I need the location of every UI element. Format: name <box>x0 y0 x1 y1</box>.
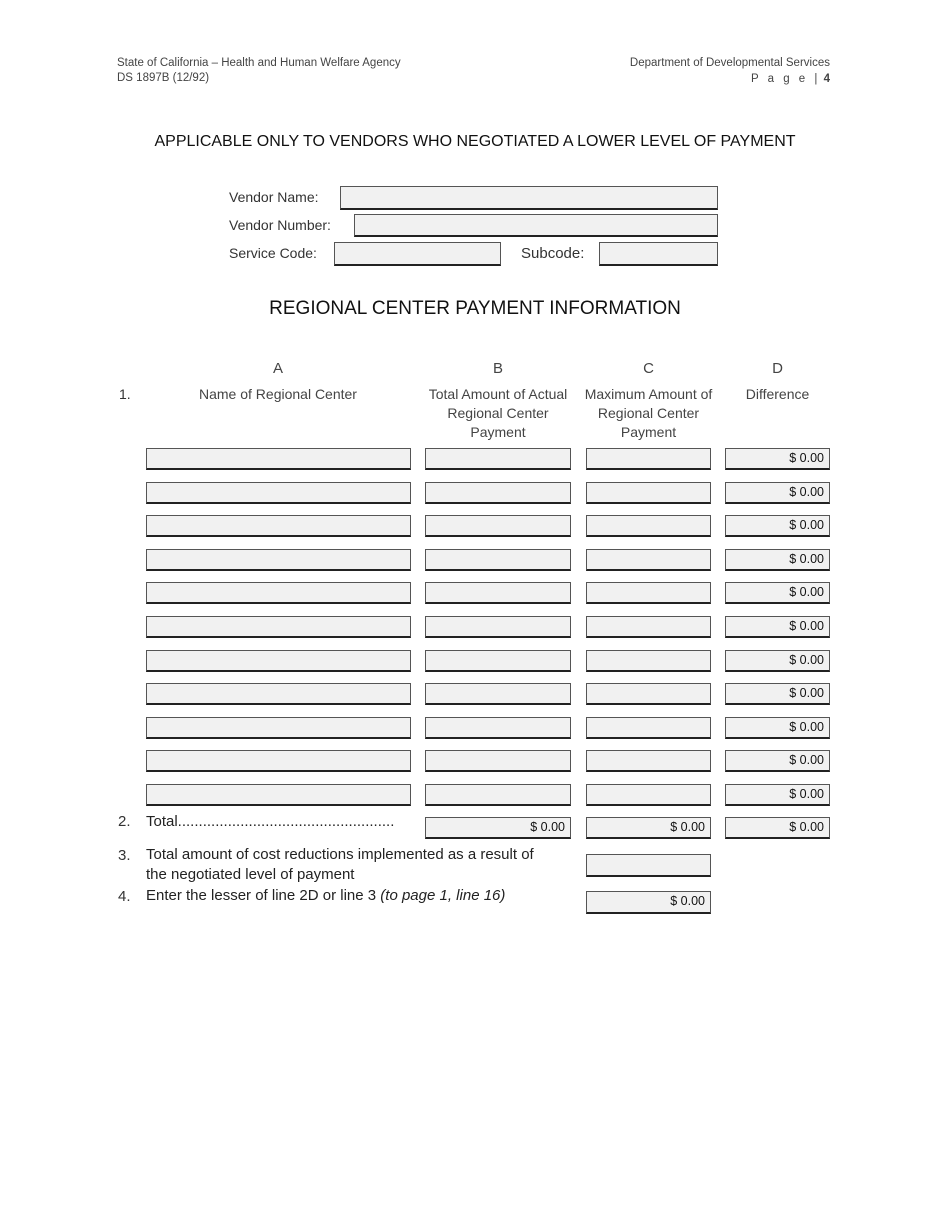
vendor-name-field[interactable] <box>340 186 718 210</box>
page-label: P a g e | <box>750 73 821 85</box>
maximum-payment-field[interactable] <box>586 650 711 672</box>
regional-center-name-field[interactable] <box>146 717 411 739</box>
difference-field: $ 0.00 <box>725 582 830 604</box>
maximum-payment-field[interactable] <box>586 482 711 504</box>
column-heading-c: Maximum Amount of Regional Center Payment <box>584 386 713 440</box>
maximum-payment-field[interactable] <box>586 750 711 772</box>
column-heading-a: Name of Regional Center <box>199 386 357 402</box>
line-4-label-text: Enter the lesser of line 2D or line 3 <box>146 887 381 904</box>
actual-payment-field[interactable] <box>425 482 571 504</box>
difference-field: $ 0.00 <box>725 515 830 537</box>
maximum-payment-field[interactable] <box>586 717 711 739</box>
vendor-section-title: APPLICABLE ONLY TO VENDORS WHO NEGOTIATED A LOWER LEVEL OF PAYMENT <box>154 133 796 150</box>
subcode-field[interactable] <box>599 242 718 266</box>
regional-center-name-field[interactable] <box>146 650 411 672</box>
line-2-label: Total.................................................... <box>146 813 395 830</box>
total-difference-field: $ 0.00 <box>725 817 830 839</box>
difference-field: $ 0.00 <box>725 549 830 571</box>
column-letter-a: A <box>272 360 283 377</box>
maximum-payment-field[interactable] <box>586 616 711 638</box>
difference-field: $ 0.00 <box>725 482 830 504</box>
line-1-number: 1. <box>119 386 131 402</box>
service-code-field[interactable] <box>334 242 501 266</box>
line-4-number: 4. <box>118 888 131 905</box>
difference-field: $ 0.00 <box>725 717 830 739</box>
column-letter-c: C <box>643 360 654 377</box>
line-4-note: (to page 1, line 16) <box>380 887 506 904</box>
difference-field: $ 0.00 <box>725 683 830 705</box>
maximum-payment-field[interactable] <box>586 683 711 705</box>
form-id: DS 1897B (12/92) <box>117 72 210 84</box>
actual-payment-field[interactable] <box>425 582 571 604</box>
line-3-number: 3. <box>118 847 131 864</box>
regional-center-name-field[interactable] <box>146 582 411 604</box>
vendor-number-label: Vendor Number: <box>229 217 331 233</box>
column-heading-b: Total Amount of Actual Regional Center Payment <box>428 386 568 440</box>
regional-center-name-field[interactable] <box>146 616 411 638</box>
regional-center-name-field[interactable] <box>146 448 411 470</box>
page-number: 4 <box>823 73 830 85</box>
vendor-number-field[interactable] <box>354 214 718 237</box>
line-4-label <box>146 886 505 906</box>
maximum-payment-field[interactable] <box>586 582 711 604</box>
page-indicator <box>751 71 830 87</box>
difference-field: $ 0.00 <box>725 750 830 772</box>
line-3-label-1: Total amount of cost reductions implemented as a result of <box>146 846 534 863</box>
maximum-payment-field[interactable] <box>586 784 711 806</box>
actual-payment-field[interactable] <box>425 650 571 672</box>
department-name: Department of Developmental Services <box>629 57 830 69</box>
agency-name: State of California – Health and Human Welfare Agency <box>117 57 401 69</box>
column-letter-d: D <box>772 360 783 377</box>
actual-payment-field[interactable] <box>425 750 571 772</box>
actual-payment-field[interactable] <box>425 717 571 739</box>
regional-center-name-field[interactable] <box>146 515 411 537</box>
cost-reductions-field[interactable] <box>586 854 711 877</box>
regional-center-name-field[interactable] <box>146 482 411 504</box>
line-3-label-2: the negotiated level of payment <box>146 866 355 883</box>
regional-center-name-field[interactable] <box>146 683 411 705</box>
vendor-name-label: Vendor Name: <box>229 189 319 205</box>
actual-payment-field[interactable] <box>425 683 571 705</box>
subcode-label: Subcode: <box>521 245 585 262</box>
actual-payment-field[interactable] <box>425 448 571 470</box>
actual-payment-field[interactable] <box>425 784 571 806</box>
difference-field: $ 0.00 <box>725 448 830 470</box>
actual-payment-field[interactable] <box>425 616 571 638</box>
maximum-payment-field[interactable] <box>586 515 711 537</box>
column-letter-b: B <box>492 360 503 377</box>
maximum-payment-field[interactable] <box>586 549 711 571</box>
regional-center-name-field[interactable] <box>146 750 411 772</box>
regional-center-name-field[interactable] <box>146 549 411 571</box>
service-code-label: Service Code: <box>229 245 317 261</box>
actual-payment-field[interactable] <box>425 515 571 537</box>
column-heading-d: Difference <box>745 386 810 402</box>
regional-center-name-field[interactable] <box>146 784 411 806</box>
maximum-payment-field[interactable] <box>586 448 711 470</box>
difference-field: $ 0.00 <box>725 616 830 638</box>
difference-field: $ 0.00 <box>725 784 830 806</box>
actual-payment-field[interactable] <box>425 549 571 571</box>
lesser-amount-field: $ 0.00 <box>586 891 711 914</box>
total-maximum-field: $ 0.00 <box>586 817 711 839</box>
payment-section-title: REGIONAL CENTER PAYMENT INFORMATION <box>269 298 681 319</box>
line-2-number: 2. <box>118 813 131 830</box>
difference-field: $ 0.00 <box>725 650 830 672</box>
total-actual-field: $ 0.00 <box>425 817 571 839</box>
